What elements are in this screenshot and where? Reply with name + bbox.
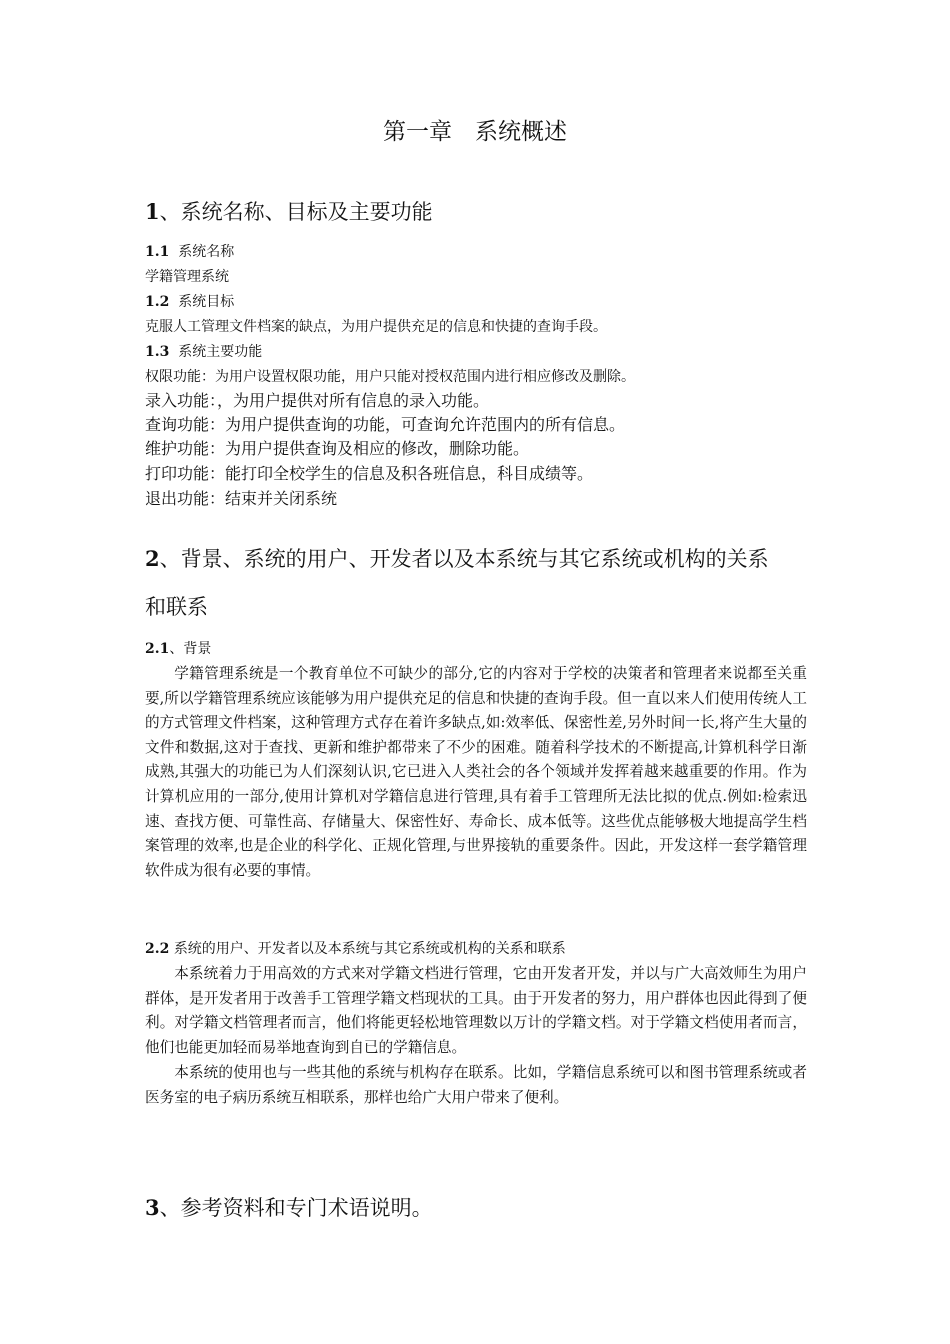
function-item: 权限功能：为用户设置权限功能，用户只能对授权范围内进行相应修改及删除。 — [145, 369, 635, 385]
section-1-3-title: 系统主要功能 — [178, 344, 263, 360]
function-item: 打印功能：能打印全校学生的信息及积各班信息，科目成绩等。 — [145, 464, 594, 483]
function-item: 维护功能：为用户提供查询及相应的修改，删除功能。 — [145, 439, 530, 458]
section-1-title: 、系统名称、目标及主要功能 — [159, 200, 433, 224]
section-2-2-number: 2.2 — [145, 941, 170, 957]
section-1-1-title: 系统名称 — [178, 244, 235, 260]
function-item: 查询功能：为用户提供查询的功能，可查询允许范围内的所有信息。 — [145, 415, 626, 434]
section-2-title-line2: 和联系 — [145, 595, 208, 619]
section-1-1-text: 学籍管理系统 — [145, 269, 229, 285]
section-2-2-heading — [145, 942, 566, 956]
section-1-2-heading — [145, 295, 234, 309]
section-1-3-heading — [145, 345, 262, 359]
users-paragraph: 本系统着力于用高效的方式来对学籍文档进行管理，它由开发者开发，并以与广大高效师生为用户群体，是开发者用于改善手工管理学籍文档现状的工具。由于开发者的努力，用户群体也因此得到了便利。对学籍文档管理者而言，他们将能更轻松地管理数以万计的学籍文档。对于学籍文档使用者而言，他们也能更加轻而易举地查询到自已的学籍信息。 — [145, 965, 807, 1056]
section-1-1-number: 1.1 — [145, 244, 170, 260]
section-3-number: 3 — [145, 1195, 160, 1220]
section-2-1-heading — [145, 642, 211, 656]
section-2-number: 2 — [145, 546, 160, 571]
background-paragraph: 学籍管理系统是一个教育单位不可缺少的部分,它的内容对于学校的决策者和管理者来说都至关重要,所以学籍管理系统应该能够为用户提供充足的信息和快捷的查询手段。但一直以来人们使用传统人工的方式管理文件档案，这种管理方式存在着许多缺点,如:效率低、保密性差,另外时间一长,将产生大量的文件和数据,这对于查找、更新和维护都带来了不少的困难。随着科学技术的不断提高,计算机科学日渐成熟,其强大的功能已为人们深刻认识,它已进入人类社会的各个领域并发挥着越来越重要的作用。作为计算机应用的一部分,使用计算机对学籍信息进行管理,具有着手工管理所无法比拟的优点.例如:检索迅速、查找方便、可靠性高、存储量大、保密性好、寿命长、成本低等。这些优点能够极大地提高学生档案管理的效率,也是企业的科学化、正规化管理,与世界接轨的重要条件。因此，开发这样一套学籍管理软件成为很有必要的事情。 — [145, 665, 807, 879]
section-1-2-text: 克服人工管理文件档案的缺点，为用户提供充足的信息和快捷的查询手段。 — [145, 319, 607, 335]
section-1-1-heading — [145, 245, 234, 259]
section-2-1-number: 2.1 — [145, 641, 170, 657]
section-3-title: 、参考资料和专门术语说明。 — [159, 1196, 433, 1220]
chapter-title: 第一章 系统概述 — [383, 119, 567, 145]
section-1-number: 1 — [145, 199, 160, 224]
section-1-3-number: 1.3 — [145, 344, 170, 360]
section-2-2-title: 系统的用户、开发者以及本系统与其它系统或机构的关系和联系 — [173, 941, 566, 957]
section-1-2-title: 系统目标 — [178, 294, 235, 310]
function-item: 退出功能：结束并关闭系统 — [145, 489, 338, 508]
section-3-heading — [145, 1197, 433, 1219]
section-2-title-line1: 、背景、系统的用户、开发者以及本系统与其它系统或机构的关系 — [159, 547, 769, 571]
section-2-heading — [145, 548, 769, 570]
relations-paragraph: 本系统的使用也与一些其他的系统与机构存在联系。比如，学籍信息系统可以和图书管理系统或者医务室的电子病历系统互相联系，那样也给广大用户带来了便利。 — [145, 1064, 807, 1106]
function-item: 录入功能：，为用户提供对所有信息的录入功能。 — [145, 391, 490, 410]
section-1-heading — [145, 201, 433, 223]
section-2-1-title: 、背景 — [169, 641, 212, 657]
section-1-2-number: 1.2 — [145, 294, 170, 310]
